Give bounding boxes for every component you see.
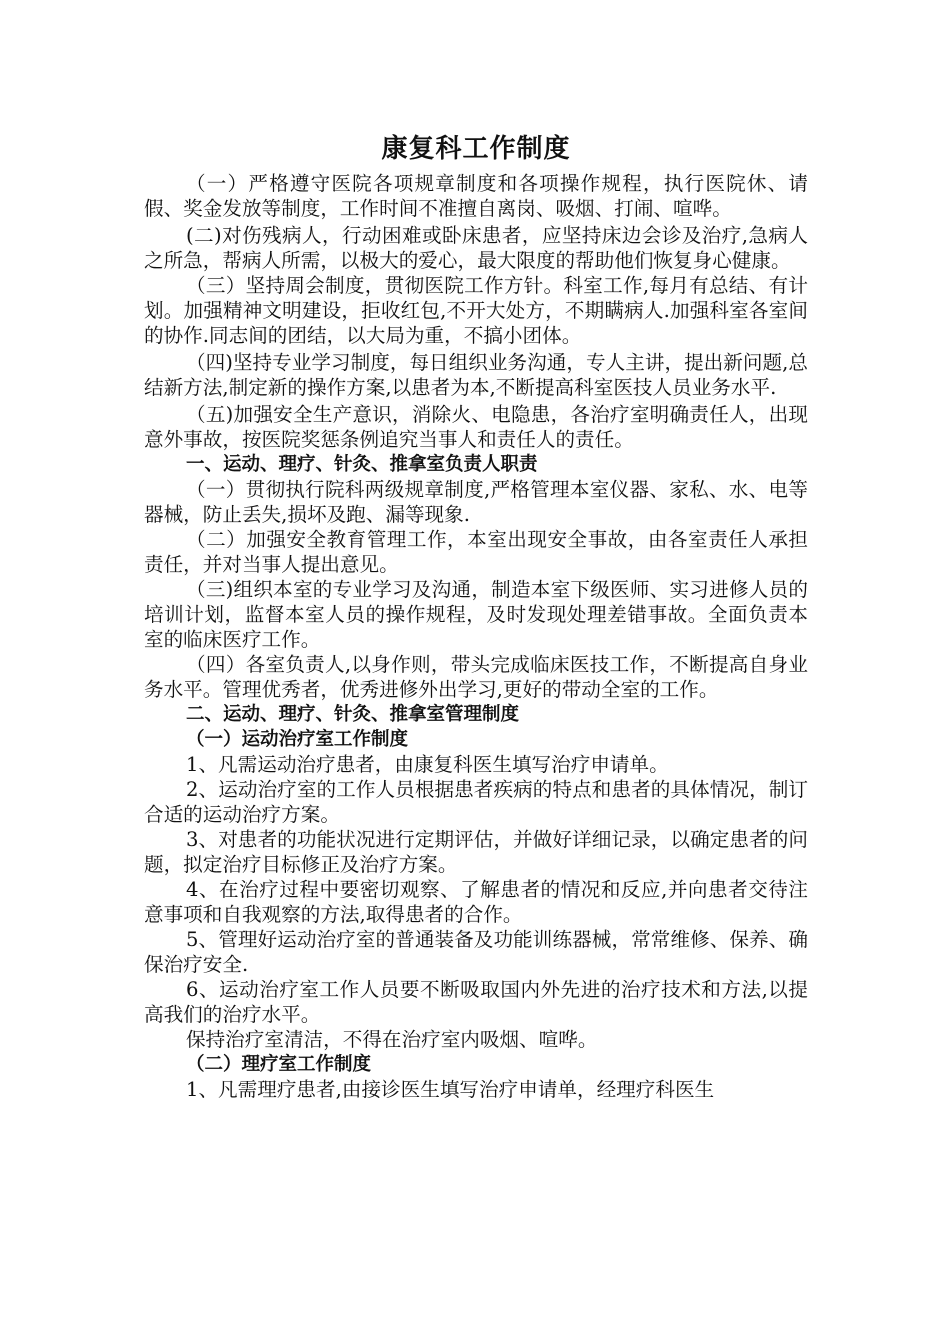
document-title: 康复科工作制度 [381, 134, 571, 164]
subsection-1-item-3: 3、对患者的功能状况进行定期评估，并做好详细记录，以确定患者的问题，拟定治疗目标修正及治疗方案。 [144, 828, 808, 876]
rule-paragraph-2: (二)对伤残病人，行动困难或卧床患者，应坚持床边会诊及治疗,急病人之所急，帮病人所需，以极大的爱心，最大限度的帮助他们恢复身心健康。 [144, 224, 808, 272]
rule-paragraph-3: （三）坚持周会制度，贯彻医院工作方针。科室工作,每月有总结、有计划。加强精神文明建设，拒收红包,不开大处方，不期瞒病人.加强科室各室间的协作.同志间的团结，以大局为重，不搞小团体。 [144, 274, 808, 347]
rule-paragraph-1: （一）严格遵守医院各项规章制度和各项操作规程，执行医院休、请假、奖金发放等制度，工作时间不准擅自离岗、吸烟、打闹、喧哗。 [144, 172, 808, 220]
subsection-2-item-1: 1、凡需理疗患者,由接诊医生填写治疗申请单，经理疗科医生 [186, 1078, 715, 1101]
subsection-1-heading: （一）运动治疗室工作制度 [186, 729, 409, 750]
rule-paragraph-4: （四)坚持专业学习制度，每日组织业务沟通，专人主讲，提出新问题,总结新方法,制定新的操作方案,以患者为本,不断提高科室医技人员业务水平. [144, 351, 808, 399]
subsection-1-item-4: 4、在治疗过程中要密切观察、了解患者的情况和反应,并向患者交待注意事项和自我观察的方法,取得患者的合作。 [144, 878, 808, 926]
document-page [144, 128, 808, 1102]
section-1-item-4: （四）各室负责人,以身作则，带头完成临床医技工作，不断提高自身业务水平。管理优秀者，优秀进修外出学习,更好的带动全室的工作。 [144, 653, 808, 701]
subsection-1-item-1: 1、凡需运动治疗患者，由康复科医生填写治疗申请单。 [186, 753, 669, 776]
subsection-1-item-5: 5、管理好运动治疗室的普通装备及功能训练器械，常常维修、保养、确保治疗安全. [144, 928, 808, 976]
section-2-heading: 二、运动、理疗、针灸、推拿室管理制度 [186, 704, 520, 725]
subsection-1-item-7: 保持治疗室清洁，不得在治疗室内吸烟、喧哗。 [186, 1028, 598, 1051]
section-1-item-3: （三)组织本室的专业学习及沟通，制造本室下级医师、实习进修人员的培训计划，监督本室人员的操作规程，及时发现处理差错事故。全面负责本室的临床医疗工作。 [144, 578, 808, 651]
subsection-1-item-2: 2、运动治疗室的工作人员根据患者疾病的特点和患者的具体情况，制订合适的运动治疗方案。 [144, 778, 808, 826]
subsection-1-item-6: 6、运动治疗室工作人员要不断吸取国内外先进的治疗技术和方法,以提高我们的治疗水平。 [144, 978, 808, 1026]
section-1-item-1: （一）贯彻执行院科两级规章制度,严格管理本室仪器、家私、水、电等器械，防止丢失,损坏及跑、漏等现象. [144, 478, 808, 526]
section-1-item-2: （二）加强安全教育管理工作，本室出现安全事故，由各室责任人承担责任，并对当事人提出意见。 [144, 528, 808, 576]
subsection-2-heading: （二）理疗室工作制度 [186, 1054, 372, 1075]
rule-paragraph-5: （五)加强安全生产意识，消除火、电隐患，各治疗室明确责任人，出现意外事故，按医院奖惩条例追究当事人和责任人的责任。 [144, 403, 808, 451]
section-1-heading: 一、运动、理疗、针灸、推拿室负责人职责 [186, 454, 538, 475]
